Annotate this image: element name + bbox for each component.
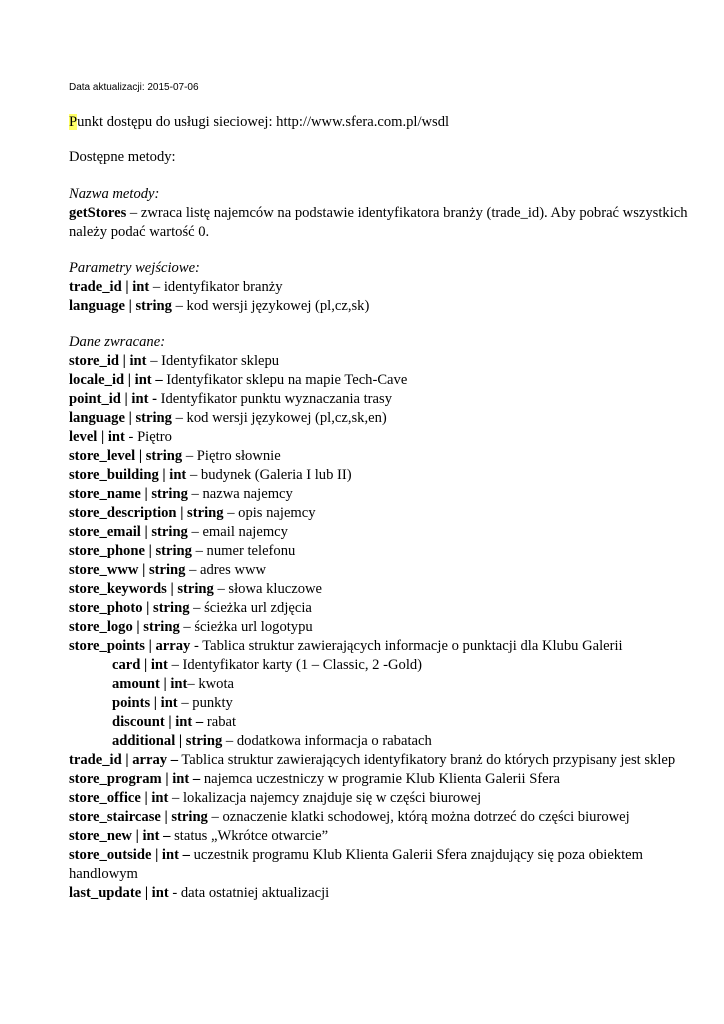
field-term: store_points | array — [69, 638, 191, 654]
method-section — [69, 185, 689, 242]
available-methods-heading: Dostępne metody: — [69, 149, 176, 165]
input-params-section — [69, 259, 689, 316]
field-row — [69, 770, 689, 789]
document-page — [69, 81, 689, 920]
field-term: level | int — [69, 429, 125, 445]
endpoint-highlight: P — [69, 114, 78, 130]
field-term: store_photo | string — [69, 600, 190, 616]
field-term: point_id | int - — [69, 391, 157, 407]
field-row — [69, 409, 689, 428]
subfield-row — [69, 694, 689, 713]
field-row — [69, 751, 689, 770]
field-term: store_new | int – — [69, 828, 171, 844]
field-desc: - Tablica struktur zawierających informacje o punktacji dla Klubu Galerii — [190, 638, 623, 654]
field-row — [69, 504, 689, 523]
param-row — [69, 297, 689, 316]
field-row — [69, 428, 689, 447]
param-term: trade_id | int — [69, 279, 150, 295]
field-term: store_building | int — [69, 467, 187, 483]
field-desc: – kod wersji językowej (pl,cz,sk,en) — [171, 410, 387, 426]
field-row — [69, 846, 689, 884]
field-desc: – lokalizacja najemcy znajduje się w części biurowej — [168, 790, 482, 806]
update-date: Data aktualizacji: 2015-07-06 — [69, 82, 199, 93]
field-term: store_logo | string — [69, 619, 180, 635]
field-term: store_phone | string — [69, 543, 192, 559]
field-row — [69, 618, 689, 637]
field-desc: – ścieżka url zdjęcia — [189, 600, 312, 616]
subfield-row — [69, 675, 689, 694]
subfield-desc: – dodatkowa informacja o rabatach — [222, 733, 432, 749]
field-row — [69, 789, 689, 808]
param-term: language | string — [69, 298, 172, 314]
field-desc: – nazwa najemcy — [187, 486, 293, 502]
subfield-term: discount | int – — [112, 714, 204, 730]
field-desc: status „Wkrótce otwarcie” — [170, 828, 329, 844]
field-term: store_level | string — [69, 448, 183, 464]
field-row — [69, 542, 689, 561]
field-row — [69, 485, 689, 504]
field-term: locale_id | int – — [69, 372, 163, 388]
endpoint-line — [69, 113, 689, 132]
field-desc: – ścieżka url logotypu — [179, 619, 313, 635]
field-row — [69, 827, 689, 846]
field-term: store_description | string — [69, 505, 224, 521]
field-term: store_email | string — [69, 524, 188, 540]
field-term: store_outside | int – — [69, 847, 190, 863]
field-term: store_staircase | string — [69, 809, 208, 825]
subfield-desc: – punkty — [177, 695, 233, 711]
field-term: store_www | string — [69, 562, 186, 578]
field-desc: – opis najemcy — [223, 505, 316, 521]
method-description — [69, 204, 689, 242]
field-term: store_keywords | string — [69, 581, 214, 597]
field-term: store_office | int — [69, 790, 169, 806]
field-desc: uczestnik programu Klub Klienta Galerii Sfera znajdujący się poza obiektem handlowym — [69, 847, 643, 882]
subfield-row — [69, 713, 689, 732]
field-term: trade_id | array – — [69, 752, 178, 768]
field-desc: – adres www — [185, 562, 267, 578]
subfield-desc: – kwota — [187, 676, 235, 692]
field-row — [69, 808, 689, 827]
field-desc: – słowa kluczowe — [213, 581, 323, 597]
field-desc: – numer telefonu — [191, 543, 296, 559]
field-row — [69, 561, 689, 580]
field-row — [69, 884, 689, 903]
param-desc: – identyfikator branży — [149, 279, 283, 295]
param-row — [69, 278, 689, 297]
field-term: language | string — [69, 410, 172, 426]
field-desc: - data ostatniej aktualizacji — [168, 885, 330, 901]
subfield-term: additional | string — [112, 733, 223, 749]
subfield-term: card | int — [112, 657, 168, 673]
subfield-term: points | int — [112, 695, 178, 711]
field-desc: – Identyfikator sklepu — [146, 353, 280, 369]
field-row — [69, 466, 689, 485]
field-desc: Identyfikator punktu wyznaczania trasy — [156, 391, 393, 407]
field-desc: - Piętro — [124, 429, 172, 445]
endpoint-text: unkt dostępu do usługi sieciowej: http://www.sfera.com.pl/wsdl — [77, 114, 450, 130]
field-desc: – oznaczenie klatki schodowej, którą można dotrzeć do części biurowej — [207, 809, 630, 825]
field-row — [69, 637, 689, 656]
subfield-row — [69, 732, 689, 751]
field-desc: Tablica struktur zawierających identyfikatory branż do których przypisany jest sklep — [178, 752, 676, 768]
field-desc: najemca uczestniczy w programie Klub Klienta Galerii Sfera — [200, 771, 560, 787]
field-desc: – email najemcy — [187, 524, 288, 540]
field-row — [69, 352, 689, 371]
method-description-text: – zwraca listę najemców na podstawie identyfikatora branży (trade_id). Aby pobrać wszystkich należy podać wartość 0. — [69, 205, 688, 240]
input-params-label: Parametry wejściowe: — [69, 260, 200, 276]
field-row — [69, 580, 689, 599]
field-desc: Identyfikator sklepu na mapie Tech-Cave — [162, 372, 408, 388]
field-desc: – budynek (Galeria I lub II) — [186, 467, 352, 483]
subfield-term: amount | int — [112, 676, 188, 692]
field-row — [69, 390, 689, 409]
return-data-label: Dane zwracane: — [69, 334, 166, 350]
field-row — [69, 523, 689, 542]
field-term: last_update | int — [69, 885, 169, 901]
field-row — [69, 371, 689, 390]
method-name: getStores — [69, 205, 127, 221]
field-term: store_name | string — [69, 486, 188, 502]
field-term: store_program | int – — [69, 771, 201, 787]
subfield-desc: rabat — [203, 714, 237, 730]
field-row — [69, 447, 689, 466]
subfield-row — [69, 656, 689, 675]
field-desc: – Piętro słownie — [182, 448, 281, 464]
field-row — [69, 599, 689, 618]
param-desc: – kod wersji językowej (pl,cz,sk) — [171, 298, 370, 314]
method-label: Nazwa metody: — [69, 186, 160, 202]
return-data-section — [69, 333, 689, 903]
field-term: store_id | int — [69, 353, 147, 369]
subfield-desc: – Identyfikator karty (1 – Classic, 2 -Gold) — [167, 657, 423, 673]
